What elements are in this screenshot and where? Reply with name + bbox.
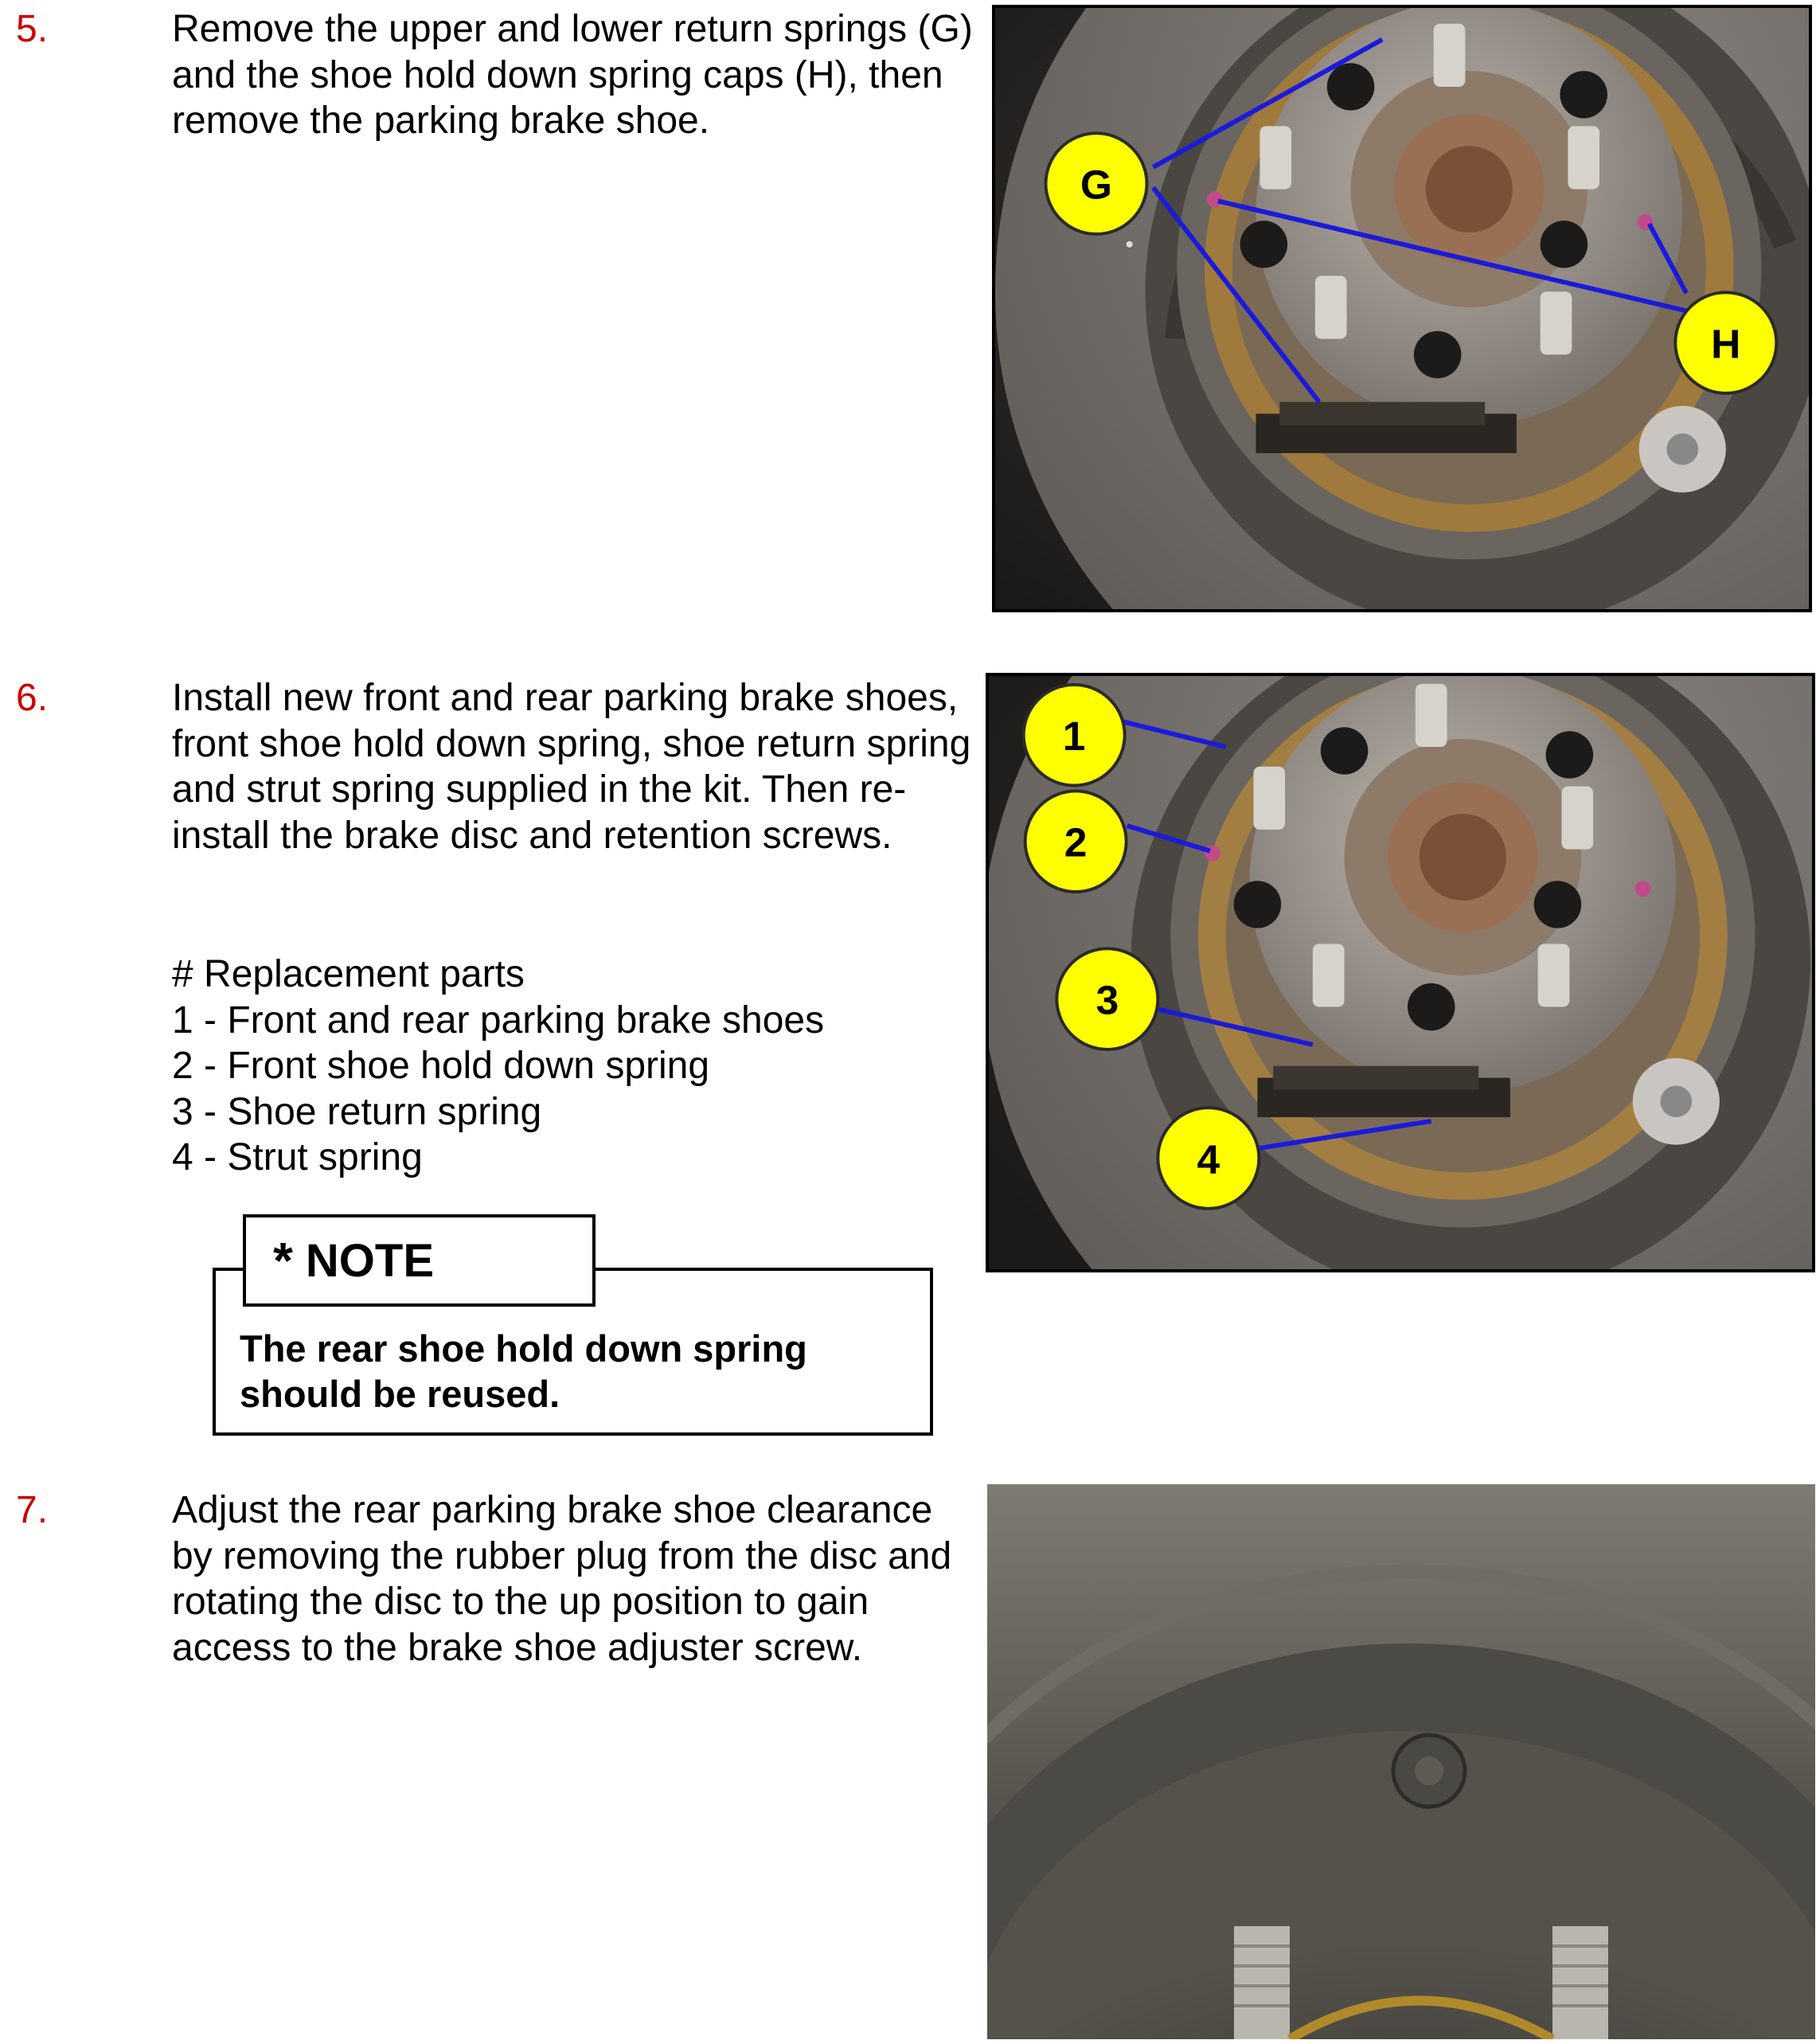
step-5-text bbox=[172, 6, 976, 144]
part-item-2: 2 - Front shoe hold down spring bbox=[172, 1045, 710, 1087]
svg-text:1: 1 bbox=[1062, 713, 1086, 759]
brake-hub-photo-numbered bbox=[989, 676, 1812, 1269]
callout-h bbox=[1675, 292, 1776, 393]
step-5-number: 5. bbox=[16, 8, 49, 50]
callout-1 bbox=[1024, 685, 1125, 786]
step-7-text bbox=[172, 1487, 976, 1671]
step-7-photo bbox=[987, 1484, 1815, 2039]
step-7-number: 7. bbox=[16, 1489, 49, 1531]
svg-text:4: 4 bbox=[1197, 1135, 1220, 1182]
part-item-1: 1 - Front and rear parking brake shoes bbox=[172, 999, 825, 1042]
note-title: NOTE bbox=[305, 1234, 435, 1287]
callout-g bbox=[1046, 133, 1147, 234]
callout-3 bbox=[1056, 948, 1158, 1049]
callout-4 bbox=[1158, 1108, 1259, 1209]
callout-2 bbox=[1025, 791, 1127, 892]
svg-text:H: H bbox=[1711, 320, 1741, 367]
step-5-photo bbox=[992, 5, 1812, 612]
step-6-instruction: Install new front and rear parking brake shoes, front shoe hold down spring, shoe return spring and strut spring supplied in the kit. Then re-install the brake disc and retention screws. bbox=[172, 677, 971, 857]
part-item-4: 4 - Strut spring bbox=[172, 1136, 423, 1178]
part-item-3: 3 - Shoe return spring bbox=[172, 1090, 542, 1133]
svg-text:3: 3 bbox=[1095, 976, 1119, 1023]
step-7-instruction: Adjust the rear parking brake shoe clearance by removing the rubber plug from the disc and rotating the disc to the up position to gain access to the brake shoe adjuster screw. bbox=[172, 1489, 952, 1669]
replacement-parts-list bbox=[172, 952, 824, 1181]
step-5-instruction: Remove the upper and lower return springs (G) and the shoe hold down spring caps (H), then remove the parking brake shoe. bbox=[172, 8, 973, 142]
brake-disc-rubber-plug-photo bbox=[987, 1484, 1815, 2039]
asterisk-icon: * bbox=[273, 1232, 293, 1289]
svg-text:G: G bbox=[1080, 161, 1113, 208]
parts-heading: # Replacement parts bbox=[172, 953, 525, 995]
step-6-text bbox=[172, 675, 976, 858]
note-header bbox=[243, 1214, 596, 1307]
note-text: The rear shoe hold down spring should be reused. bbox=[240, 1327, 807, 1415]
brake-hub-photo-g-h bbox=[995, 8, 1809, 609]
step-6-photo bbox=[986, 673, 1815, 1272]
svg-text:2: 2 bbox=[1064, 819, 1088, 866]
step-6-number: 6. bbox=[16, 677, 49, 719]
